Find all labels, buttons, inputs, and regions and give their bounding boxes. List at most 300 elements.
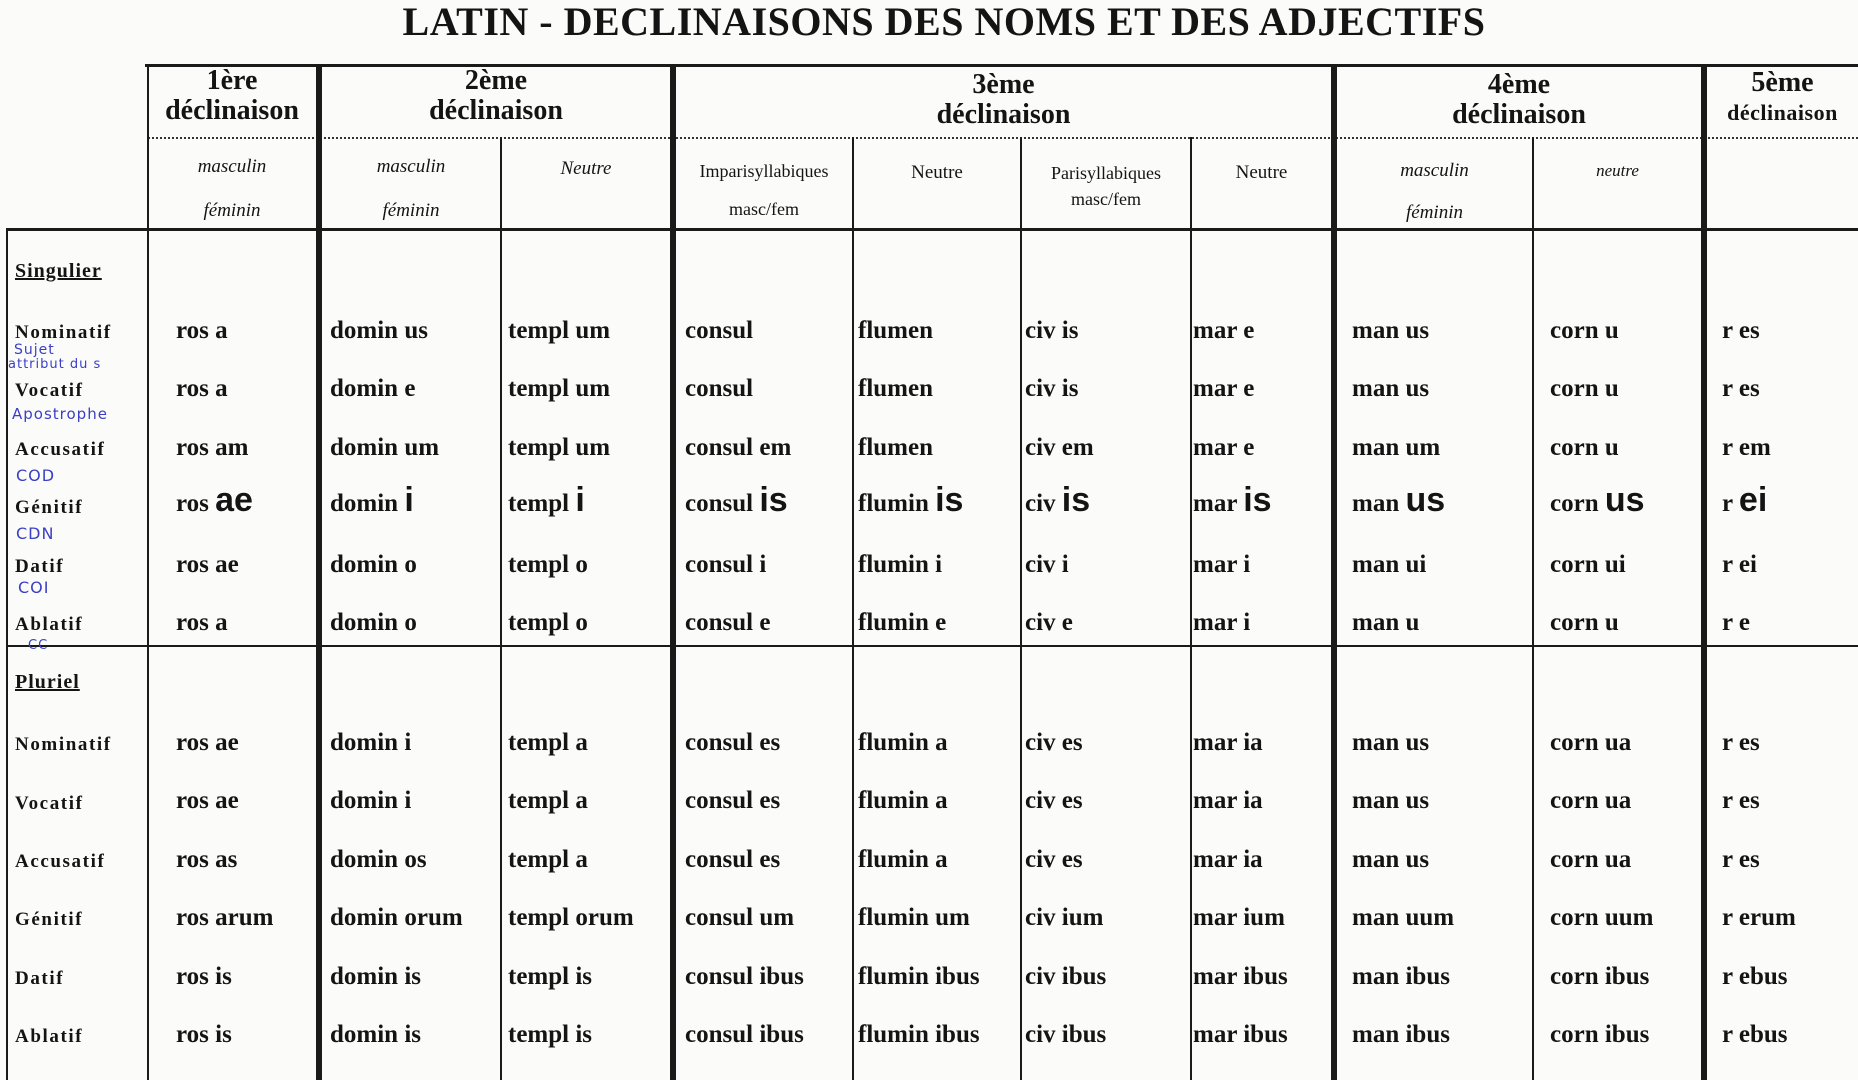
word-ending: a: [935, 729, 948, 756]
word-ending: ibus: [1405, 963, 1450, 990]
word-ending: ibus: [1604, 1021, 1650, 1048]
subheader-line1: Parisyllabiques: [1051, 163, 1161, 183]
word-ending: u: [1405, 609, 1420, 636]
handwritten-note-datif: COI: [18, 578, 50, 597]
word-stem: ros: [176, 729, 209, 756]
sg-form-cell: [1550, 316, 1619, 346]
pl-form-cell: [685, 903, 794, 933]
pl-form-cell: [330, 962, 421, 992]
word-ending: es: [759, 787, 781, 814]
pl-form-cell: [1025, 903, 1103, 933]
pl-form-cell: [1352, 903, 1454, 933]
word-stem: civ: [1025, 490, 1056, 517]
word-ending: es: [1061, 729, 1083, 756]
pl-form-cell: [176, 728, 239, 758]
word-stem: r: [1722, 1021, 1733, 1048]
word-stem: ros: [176, 846, 209, 873]
word-ending: ebus: [1738, 963, 1788, 990]
pl-form-cell: [176, 903, 273, 933]
pl-form-cell: [1550, 728, 1631, 758]
case-label-pl-ablatif: Ablatif: [15, 1026, 84, 1047]
word-stem: flumin: [858, 904, 929, 931]
word-stem: man: [1352, 609, 1400, 636]
word-stem: flumin: [858, 963, 929, 990]
word-stem: man: [1352, 434, 1400, 461]
word-stem: ros: [176, 375, 209, 402]
word-ending: i: [404, 787, 412, 814]
word-ending: is: [1061, 481, 1091, 519]
sg-form-cell: [1025, 374, 1078, 404]
pl-form-cell: [508, 728, 588, 758]
sg-form-cell: [1193, 550, 1250, 580]
word-ending: ibus: [1604, 963, 1650, 990]
pl-form-cell: [1722, 1020, 1788, 1050]
word-stem: civ: [1025, 963, 1056, 990]
pl-form-cell: [1025, 728, 1083, 758]
word-stem: consul: [685, 434, 754, 461]
word-ending: o: [404, 609, 417, 636]
sg-form-cell: [1352, 550, 1426, 580]
sg-form-cell: [176, 608, 228, 638]
word-ending: us: [1405, 787, 1430, 814]
word-stem: r: [1722, 490, 1733, 517]
word-stem: r: [1722, 904, 1733, 931]
word-stem: r: [1722, 963, 1733, 990]
word-stem: flumin: [858, 609, 929, 636]
word-ending: ibus: [1061, 1021, 1107, 1048]
header-bottom-border: [6, 228, 1858, 231]
word-stem: domin: [330, 904, 399, 931]
word-ending: em: [759, 434, 792, 461]
handwritten-note-accusatif: COD: [16, 466, 56, 485]
word-stem: flumen: [858, 434, 933, 461]
pl-form-cell: [685, 845, 780, 875]
word-stem: domin: [330, 729, 399, 756]
word-ending: e: [404, 375, 416, 402]
sg-form-cell: [1025, 433, 1094, 463]
sg-form-cell: [330, 550, 417, 580]
word-stem: templ: [508, 787, 570, 814]
word-ending: is: [575, 963, 593, 990]
word-stem: r: [1722, 729, 1733, 756]
word-ending: um: [404, 434, 440, 461]
word-ending: u: [1604, 434, 1619, 461]
word-ending: ua: [1604, 729, 1632, 756]
sg-form-cell: [330, 481, 414, 519]
pl-form-cell: [685, 786, 780, 816]
sg-form-cell: [1025, 608, 1073, 638]
word-ending: a: [215, 317, 228, 344]
word-ending: um: [935, 904, 970, 931]
sg-form-cell: [1193, 481, 1272, 519]
sg-form-cell: [1352, 481, 1446, 519]
subheader-line1: neutre: [1596, 161, 1639, 180]
sg-form-cell: [1352, 316, 1429, 346]
word-stem: domin: [330, 609, 399, 636]
word-ending: ia: [1243, 729, 1263, 756]
declension-number: 1ère: [206, 65, 258, 96]
word-ending: os: [404, 846, 427, 873]
word-ending: erum: [1738, 904, 1796, 931]
pl-form-cell: [1722, 786, 1760, 816]
word-ending: es: [1738, 729, 1760, 756]
case-label-sg-genitif: Génitif: [15, 497, 84, 518]
word-ending: ae: [215, 729, 239, 756]
word-stem: mar: [1193, 963, 1237, 990]
col-divider-2a-2b: [500, 137, 502, 1080]
word-ending: a: [215, 375, 228, 402]
pl-form-cell: [330, 845, 427, 875]
pl-form-cell: [330, 1020, 421, 1050]
pl-form-cell: [685, 728, 780, 758]
word-stem: civ: [1025, 729, 1056, 756]
word-stem: man: [1352, 787, 1400, 814]
sg-form-cell: [1722, 374, 1760, 404]
word-stem: flumin: [858, 787, 929, 814]
word-ending: e: [1738, 609, 1751, 636]
pl-form-cell: [1550, 962, 1649, 992]
sg-form-cell: [1722, 433, 1771, 463]
word-stem: templ: [508, 609, 570, 636]
handwritten-note-vocatif: Apostrophe: [12, 405, 108, 423]
word-stem: corn: [1550, 490, 1599, 517]
word-stem: r: [1722, 787, 1733, 814]
word-stem: r: [1722, 846, 1733, 873]
sg-form-cell: [508, 550, 588, 580]
word-stem: ros: [176, 551, 209, 578]
sg-form-cell: [1025, 550, 1069, 580]
word-stem: man: [1352, 1021, 1400, 1048]
declension-number: 4ème: [1487, 69, 1551, 100]
sg-form-cell: [1550, 550, 1626, 580]
word-stem: domin: [330, 375, 399, 402]
word-ending: ei: [1738, 481, 1768, 519]
word-stem: domin: [330, 551, 399, 578]
sg-form-cell: [176, 433, 248, 463]
pl-form-cell: [1550, 845, 1631, 875]
word-ending: i: [404, 481, 414, 519]
word-ending: ibus: [1405, 1021, 1450, 1048]
word-ending: is: [575, 1021, 593, 1048]
word-stem: domin: [330, 787, 399, 814]
sg-form-cell: [330, 374, 415, 404]
word-stem: corn: [1550, 434, 1599, 461]
word-ending: i: [935, 551, 943, 578]
word-ending: uum: [1604, 904, 1654, 931]
sg-form-cell: [858, 481, 964, 519]
declension-header-2: [322, 66, 670, 126]
sg-form-cell: [1193, 374, 1254, 404]
sg-form-cell: [330, 608, 417, 638]
word-stem: corn: [1550, 846, 1599, 873]
word-stem: ros: [176, 490, 209, 517]
word-ending: is: [215, 963, 232, 990]
pl-form-cell: [1352, 1020, 1450, 1050]
word-stem: mar: [1193, 609, 1237, 636]
col-divider-3a-3b: [852, 137, 854, 1080]
singular-plural-divider: [6, 645, 1858, 647]
word-ending: ua: [1604, 787, 1632, 814]
handwritten-note-genitif: CDN: [16, 524, 55, 543]
word-ending: us: [1405, 729, 1430, 756]
word-ending: u: [1604, 317, 1619, 344]
declension-word: déclinaison: [936, 99, 1071, 130]
word-ending: e: [935, 609, 947, 636]
word-ending: ia: [1243, 846, 1263, 873]
word-stem: corn: [1550, 609, 1599, 636]
handwritten-note-nominatif-1: Sujet: [14, 342, 55, 358]
declension-header-5: [1707, 68, 1858, 128]
sg-form-cell: [685, 550, 766, 580]
pl-form-cell: [858, 962, 980, 992]
word-stem: civ: [1025, 904, 1056, 931]
sg-form-cell: [685, 608, 770, 638]
pl-form-cell: [1722, 962, 1788, 992]
word-stem: r: [1722, 375, 1733, 402]
pl-form-cell: [1722, 903, 1796, 933]
declension-word: déclinaison: [1452, 99, 1586, 130]
word-stem: civ: [1025, 846, 1056, 873]
case-label-pl-datif: Datif: [15, 968, 65, 989]
word-stem: ros: [176, 904, 209, 931]
subheader-line1: Neutre: [911, 162, 963, 183]
word-stem: templ: [508, 846, 570, 873]
word-stem: ros: [176, 1021, 209, 1048]
word-stem: corn: [1550, 904, 1599, 931]
sg-form-cell: [1193, 608, 1250, 638]
word-stem: consul: [685, 904, 754, 931]
word-ending: is: [1243, 481, 1272, 519]
word-ending: ibus: [1243, 1021, 1288, 1048]
word-stem: man: [1352, 963, 1400, 990]
word-stem: consul: [685, 1021, 754, 1048]
word-ending: am: [215, 434, 249, 461]
word-stem: man: [1352, 904, 1400, 931]
word-stem: templ: [508, 1021, 570, 1048]
word-ending: arum: [215, 904, 274, 931]
word-ending: as: [215, 846, 238, 873]
section-label-singular: Singulier: [15, 260, 102, 282]
sg-form-cell: [1722, 608, 1750, 638]
pl-form-cell: [1025, 1020, 1106, 1050]
pl-form-cell: [508, 1020, 592, 1050]
subheader-3-neutre-b: [1192, 162, 1331, 184]
word-ending: e: [1243, 317, 1255, 344]
declension-header-3: [676, 70, 1331, 130]
word-ending: uum: [1405, 904, 1455, 931]
word-ending: ium: [1243, 904, 1285, 931]
word-stem: civ: [1025, 375, 1056, 402]
pl-form-cell: [1352, 845, 1429, 875]
sg-form-cell: [1550, 481, 1645, 519]
pl-form-cell: [508, 903, 634, 933]
word-ending: i: [1243, 609, 1251, 636]
word-stem: corn: [1550, 1021, 1599, 1048]
word-stem: mar: [1193, 434, 1237, 461]
pl-form-cell: [1550, 786, 1631, 816]
pl-form-cell: [1550, 903, 1654, 933]
word-stem: r: [1722, 609, 1733, 636]
word-ending: us: [1405, 317, 1430, 344]
word-ending: es: [759, 846, 781, 873]
pl-form-cell: [508, 845, 588, 875]
pl-form-cell: [1193, 728, 1263, 758]
word-ending: ibus: [935, 1021, 980, 1048]
sg-form-cell: [685, 481, 788, 519]
col-divider-3c-3d: [1190, 137, 1192, 1080]
subheader-4-masc-fem: [1337, 160, 1532, 224]
pl-form-cell: [858, 845, 948, 875]
word-ending: es: [1738, 317, 1760, 344]
case-label-sg-accusatif: Accusatif: [15, 439, 106, 460]
subheader-line1: masculin: [376, 156, 446, 177]
word-ending: ua: [1604, 846, 1632, 873]
word-stem: templ: [508, 434, 570, 461]
word-ending: i: [1061, 551, 1069, 578]
word-stem: mar: [1193, 846, 1237, 873]
word-ending: u: [1604, 609, 1619, 636]
word-stem: man: [1352, 551, 1400, 578]
pl-form-cell: [858, 728, 948, 758]
word-ending: a: [575, 729, 588, 756]
pl-form-cell: [1193, 903, 1285, 933]
word-stem: man: [1352, 317, 1400, 344]
word-stem: mar: [1193, 551, 1237, 578]
word-ending: es: [1738, 375, 1760, 402]
word-stem: domin: [330, 846, 399, 873]
subheader-line1: Neutre: [560, 158, 612, 179]
word-stem: man: [1352, 375, 1400, 402]
pl-form-cell: [508, 786, 588, 816]
sg-form-cell: [508, 374, 610, 404]
word-stem: consul: [685, 963, 754, 990]
word-ending: ibus: [935, 963, 980, 990]
declension-header-4: [1337, 70, 1701, 130]
word-stem: man: [1352, 490, 1400, 517]
pl-form-cell: [176, 962, 232, 992]
word-ending: um: [575, 375, 611, 402]
word-ending: es: [1061, 787, 1083, 814]
declension-number: 3ème: [972, 69, 1035, 100]
word-stem: civ: [1025, 434, 1056, 461]
sg-form-cell: [1550, 374, 1619, 404]
word-stem: consul: [685, 787, 754, 814]
sg-form-cell: [508, 316, 610, 346]
sg-form-cell: [176, 550, 239, 580]
sg-form-cell: [508, 433, 610, 463]
sg-form-cell: [330, 433, 439, 463]
word-ending: is: [404, 1021, 422, 1048]
subheader-2-neutre: [502, 158, 670, 180]
word-ending: em: [1738, 434, 1771, 461]
word-ending: a: [215, 609, 228, 636]
sg-form-cell: [1025, 481, 1091, 519]
word-stem: corn: [1550, 551, 1599, 578]
word-stem: templ: [508, 904, 570, 931]
word-ending: ibus: [1243, 963, 1288, 990]
word-stem: corn: [1550, 729, 1599, 756]
declension-word: déclinaison: [165, 95, 299, 126]
sg-form-cell: [858, 374, 933, 404]
word-stem: man: [1352, 846, 1400, 873]
sg-form-cell: [176, 316, 228, 346]
sg-form-cell: [1550, 608, 1619, 638]
word-ending: is: [1061, 375, 1079, 402]
word-stem: ros: [176, 787, 209, 814]
sg-form-cell: [508, 481, 585, 519]
word-ending: us: [1405, 481, 1446, 519]
declension-word: déclinaison: [1727, 100, 1838, 125]
word-stem: templ: [508, 551, 570, 578]
word-ending: es: [759, 729, 781, 756]
sg-form-cell: [685, 316, 753, 346]
pl-form-cell: [176, 786, 239, 816]
subheader-line1: Neutre: [1235, 162, 1288, 183]
pl-form-cell: [1025, 962, 1106, 992]
word-stem: civ: [1025, 787, 1056, 814]
sg-form-cell: [685, 433, 791, 463]
word-stem: corn: [1550, 787, 1599, 814]
pl-form-cell: [176, 845, 237, 875]
subheader-1-masc-fem: [148, 156, 316, 222]
word-ending: es: [1738, 787, 1760, 814]
sg-form-cell: [1352, 374, 1429, 404]
word-ending: is: [935, 481, 964, 519]
col-divider-4a-4b: [1532, 137, 1534, 1080]
pl-form-cell: [1550, 1020, 1649, 1050]
pl-form-cell: [1722, 845, 1760, 875]
sg-form-cell: [1722, 550, 1757, 580]
word-stem: flumin: [858, 1021, 929, 1048]
pl-form-cell: [330, 728, 411, 758]
subheader-line2: masc/fem: [1071, 189, 1141, 209]
subheader-line1: masculin: [197, 156, 267, 177]
word-stem: consul: [685, 609, 754, 636]
word-stem: flumin: [858, 551, 929, 578]
pl-form-cell: [508, 962, 592, 992]
word-ending: i: [1243, 551, 1251, 578]
word-ending: u: [1604, 375, 1619, 402]
word-stem: consul: [685, 729, 754, 756]
case-label-sg-ablatif: Ablatif: [15, 614, 84, 635]
word-stem: r: [1722, 317, 1733, 344]
word-ending: um: [575, 434, 611, 461]
declension-word: déclinaison: [429, 95, 563, 126]
word-ending: e: [1243, 434, 1255, 461]
sg-form-cell: [330, 316, 428, 346]
word-stem: mar: [1193, 375, 1237, 402]
subheader-3-neutre-a: [854, 162, 1020, 184]
word-ending: us: [404, 317, 428, 344]
pl-form-cell: [1025, 845, 1083, 875]
word-stem: domin: [330, 1021, 399, 1048]
pl-form-cell: [1722, 728, 1760, 758]
case-label-sg-nominatif: Nominatif: [15, 322, 112, 343]
section-label-plural: Pluriel: [15, 671, 80, 693]
col-divider-3b-3c: [1020, 137, 1022, 1080]
word-stem: mar: [1193, 787, 1237, 814]
sg-form-cell: [1722, 316, 1760, 346]
word-stem: r: [1722, 551, 1733, 578]
handwritten-note-ablatif: CC: [28, 638, 49, 653]
pl-form-cell: [1193, 1020, 1288, 1050]
word-stem: consul: [685, 846, 754, 873]
word-ending: us: [1405, 375, 1430, 402]
sg-form-cell: [176, 481, 253, 519]
word-stem: domin: [330, 490, 399, 517]
word-stem: mar: [1193, 317, 1237, 344]
word-stem: flumin: [858, 729, 929, 756]
